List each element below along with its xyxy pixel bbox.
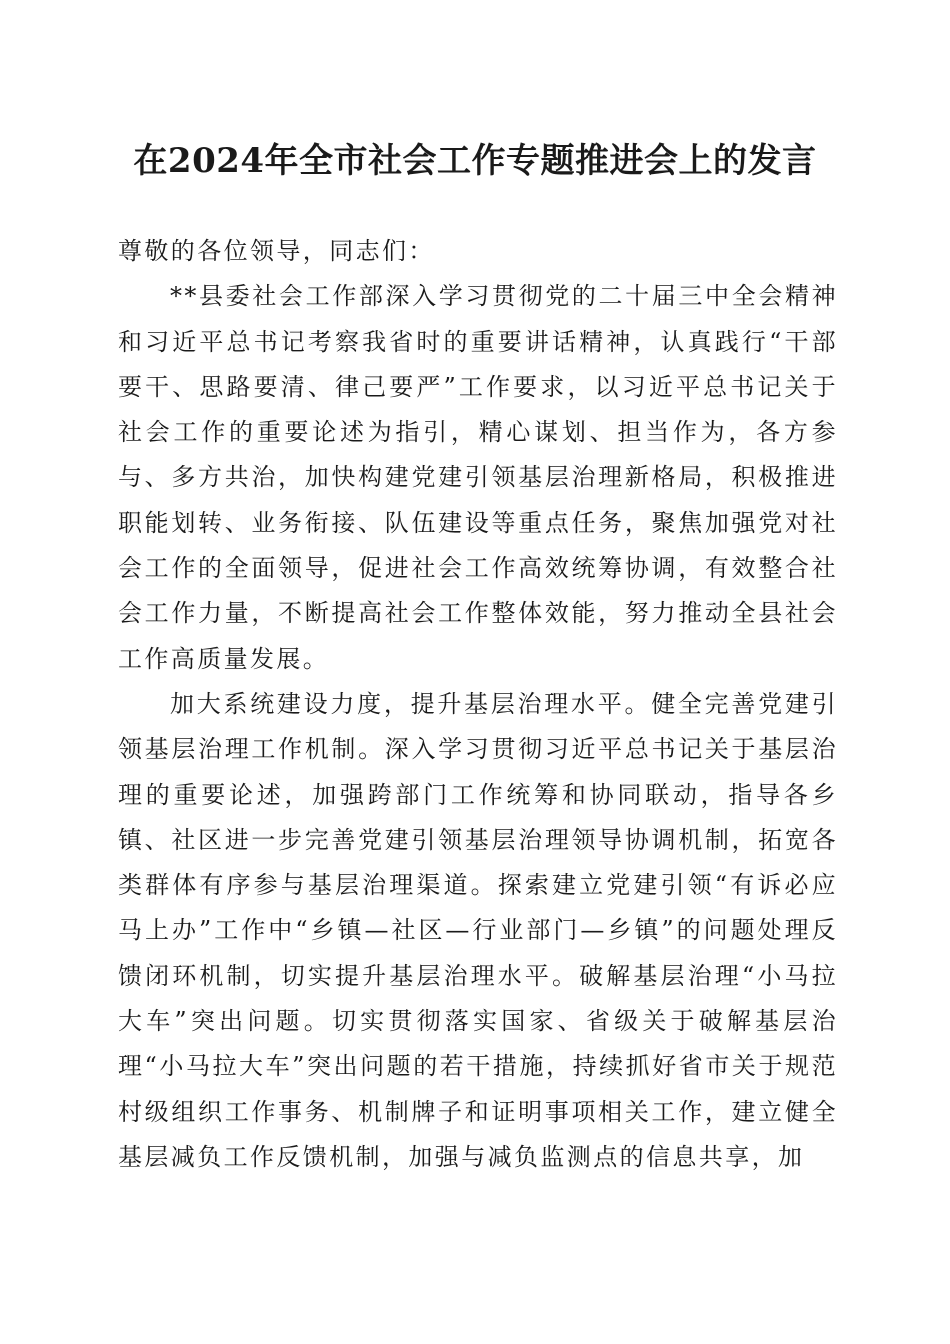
paragraph-system-building: 加大系统建设力度，提升基层治理水平。健全完善党建引领基层治理工作机制。深入学习贯彻习近平总书记关于基层治理的重要论述，加强跨部门工作统筹和协同联动，指导各乡镇、社区进一步完善党建引领基层治理领导协调机制，拓宽各类群体有序参与基层治理渠道。探索建立党建引领“有诉必应马上办”工作中“乡镇—社区—行业部门—乡镇”的问题处理反馈闭环机制，切实提升基层治理水平。破解基层治理“小马拉大车”突出问题。切实贯彻落实国家、省级关于破解基层治理“小马拉大车”突出问题的若干措施，持续抓好省市关于规范村级组织工作事务、机制牌子和证明事项相关工作，建立健全基层减负工作反馈机制，加强与减负监测点的信息共享，加 [118, 689, 838, 1171]
salutation: 尊敬的各位领导，同志们： [118, 237, 435, 265]
paragraph-intro: **县委社会工作部深入学习贯彻党的二十届三中全会精神和习近平总书记考察我省时的重要讲话精神，认真践行“干部要干、思路要清、律己要严”工作要求，以习近平总书记关于社会工作的重要论述为指引，精心谋划、担当作为，各方参与、多方共治，加快构建党建引领基层治理新格局，积极推进职能划转、业务衔接、队伍建设等重点任务，聚焦加强党对社会工作的全面领导，促进社会工作高效统筹协调，有效整合社会工作力量，不断提高社会工作整体效能，努力推动全县社会工作高质量发展。 [118, 282, 838, 673]
document-title: 在2024年全市社会工作专题推进会上的发言 [133, 141, 817, 181]
document-body [118, 229, 838, 1180]
